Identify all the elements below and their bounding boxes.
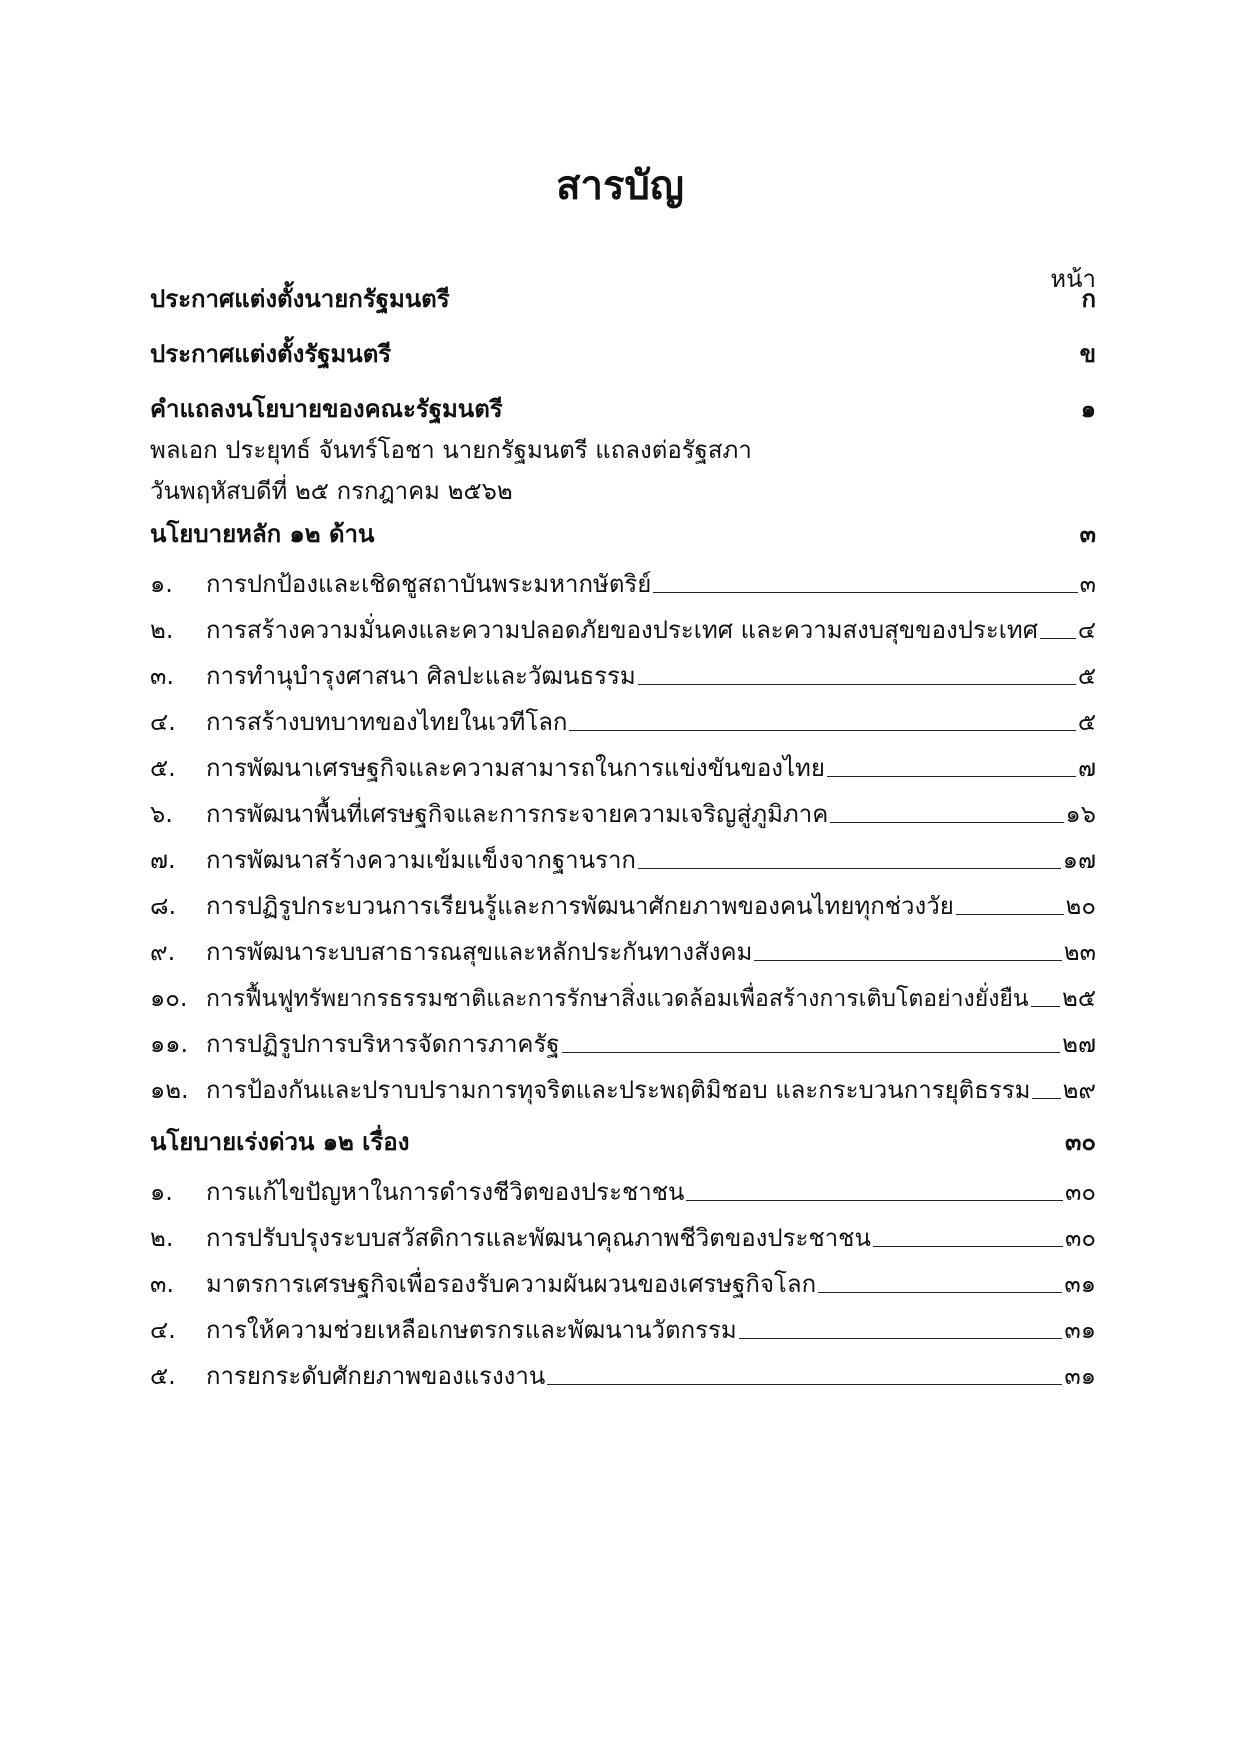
toc-item-page: ๓๐ xyxy=(1064,1224,1096,1252)
leader-line xyxy=(873,1218,1063,1247)
toc-item-label: การพัฒนาสร้างความเข้มแข็งจากฐานราก xyxy=(206,846,636,874)
toc-item-label: การทำนุบำรุงศาสนา ศิลปะและวัฒนธรรม xyxy=(206,662,636,690)
toc-entry-page: ๑ xyxy=(1080,395,1096,423)
toc-item xyxy=(150,1218,1096,1258)
toc-item-number: ๒. xyxy=(150,616,174,644)
leader-line xyxy=(956,886,1064,915)
toc-item-number: ๕. xyxy=(150,754,176,782)
toc-item-number: ๑๑. xyxy=(150,1030,189,1058)
toc-item-page: ๒๓ xyxy=(1063,938,1096,966)
toc-item-number: ๘. xyxy=(150,892,177,920)
toc-item-label: การสร้างบทบาทของไทยในเวทีโลก xyxy=(206,708,568,736)
leader-line xyxy=(686,1172,1063,1201)
toc-entry-label: คำแถลงนโยบายของคณะรัฐมนตรี xyxy=(150,395,503,423)
toc-item-page: ๑๗ xyxy=(1062,846,1096,874)
toc-entry-appointment-ministers xyxy=(150,334,1096,374)
leader-line xyxy=(653,564,1077,593)
toc-item-page: ๓๑ xyxy=(1064,1270,1096,1298)
toc-item-label: มาตรการเศรษฐกิจเพื่อรองรับความผันผวนของเศรษฐกิจโลก xyxy=(206,1270,817,1298)
toc-entry-label: ประกาศแต่งตั้งนายกรัฐมนตรี xyxy=(150,285,450,313)
toc-item xyxy=(150,840,1096,880)
toc-item-number: ๖. xyxy=(150,800,173,828)
leader-line xyxy=(1031,978,1060,1007)
toc-item-number: ๑. xyxy=(150,570,173,598)
leader-line xyxy=(830,794,1063,823)
toc-entry-label: ประกาศแต่งตั้งรัฐมนตรี xyxy=(150,340,392,368)
statement-line xyxy=(150,430,1096,470)
leader-line xyxy=(569,702,1075,731)
section-heading-label: นโยบายเร่งด่วน ๑๒ เรื่อง xyxy=(150,1128,410,1156)
statement-line-text: วันพฤหัสบดีที่ ๒๕ กรกฎาคม ๒๕๖๒ xyxy=(150,477,513,505)
toc-item-page: ๓๑ xyxy=(1064,1362,1096,1390)
toc-item xyxy=(150,610,1096,650)
toc-entry-policy-statement xyxy=(150,389,1096,429)
section-heading-page: ๓ xyxy=(1079,520,1096,548)
toc-item xyxy=(150,564,1096,604)
toc-item-number: ๑๐. xyxy=(150,984,188,1012)
toc-item-page: ๒๗ xyxy=(1062,1030,1096,1058)
toc-entry-page: ข xyxy=(1079,340,1096,368)
leader-line xyxy=(739,1310,1063,1339)
toc-item-label: การแก้ไขปัญหาในการดำรงชีวิตของประชาชน xyxy=(206,1178,685,1206)
toc-entry-page: ก xyxy=(1081,285,1096,313)
toc-item xyxy=(150,794,1096,834)
toc-item-page: ๒๕ xyxy=(1062,984,1096,1012)
toc-item xyxy=(150,748,1096,788)
toc-item-label: การปกป้องและเชิดชูสถาบันพระมหากษัตริย์ xyxy=(206,570,652,598)
toc-item-page: ๓ xyxy=(1079,570,1096,598)
toc-item xyxy=(150,886,1096,926)
toc-item xyxy=(150,1024,1096,1064)
toc-item xyxy=(150,656,1096,696)
toc-item xyxy=(150,1264,1096,1304)
toc-item-label: การยกระดับศักยภาพของแรงงาน xyxy=(206,1362,546,1390)
toc-item xyxy=(150,1172,1096,1212)
toc-item-label: การสร้างความมั่นคงและความปลอดภัยของประเทศ และความสงบสุขของประเทศ xyxy=(206,616,1038,644)
leader-line xyxy=(818,1264,1062,1293)
toc-item-label: การฟื้นฟูทรัพยากรธรรมชาติและการรักษาสิ่งแวดล้อมเพื่อสร้างการเติบโตอย่างยั่งยืน xyxy=(206,986,1029,1012)
toc-item-label: การปฏิรูปกระบวนการเรียนรู้และการพัฒนาศักยภาพของคนไทยทุกช่วงวัย xyxy=(206,892,954,920)
section-heading-urgent-policies xyxy=(150,1122,1096,1162)
toc-item-label: การพัฒนาพื้นที่เศรษฐกิจและการกระจายความเจริญสู่ภูมิภาค xyxy=(206,800,829,828)
leader-line xyxy=(1032,1070,1060,1099)
toc-item-number: ๒. xyxy=(150,1224,174,1252)
toc-item xyxy=(150,1310,1096,1350)
toc-item-number: ๔. xyxy=(150,708,176,736)
toc-item xyxy=(150,702,1096,742)
toc-item-label: การพัฒนาระบบสาธารณสุขและหลักประกันทางสังคม xyxy=(206,938,753,966)
toc-item-label: การปฏิรูปการบริหารจัดการภาครัฐ xyxy=(206,1030,560,1058)
toc-item-page: ๓๑ xyxy=(1064,1316,1096,1344)
section-heading-label: นโยบายหลัก ๑๒ ด้าน xyxy=(150,520,375,548)
toc-item xyxy=(150,1070,1096,1110)
toc-item-number: ๕. xyxy=(150,1362,176,1390)
page-column-label: หน้า xyxy=(1050,265,1096,293)
toc-item xyxy=(150,932,1096,972)
toc-item-page: ๓๐ xyxy=(1064,1178,1096,1206)
toc-item-label: การป้องกันและปราบปรามการทุจริตและประพฤติมิชอบ และกระบวนการยุติธรรม xyxy=(206,1076,1031,1104)
toc-item xyxy=(150,978,1096,1018)
leader-line xyxy=(547,1356,1062,1385)
page-title: สารบัญ xyxy=(556,163,684,209)
toc-item-page: ๒๙ xyxy=(1062,1076,1096,1104)
toc-item-page: ๗ xyxy=(1077,754,1096,782)
leader-line xyxy=(827,748,1076,777)
toc-item xyxy=(150,1356,1096,1396)
statement-line-text: พลเอก ประยุทธ์ จันทร์โอชา นายกรัฐมนตรี แถลงต่อรัฐสภา xyxy=(150,436,752,464)
toc-item-number: ๑๒. xyxy=(150,1076,189,1104)
leader-line xyxy=(754,932,1061,961)
leader-line xyxy=(638,656,1076,685)
toc-item-label: การปรับปรุงระบบสวัสดิการและพัฒนาคุณภาพชีวิตของประชาชน xyxy=(206,1224,871,1252)
leader-line xyxy=(638,840,1061,869)
toc-item-label: การพัฒนาเศรษฐกิจและความสามารถในการแข่งขันของไทย xyxy=(206,754,825,782)
toc-item-page: ๕ xyxy=(1077,662,1096,690)
toc-item-number: ๓. xyxy=(150,662,175,690)
leader-line xyxy=(562,1024,1061,1053)
toc-item-page: ๕ xyxy=(1077,708,1096,736)
toc-entry-appointment-pm xyxy=(150,279,1096,319)
section-heading-main-policies xyxy=(150,514,1096,554)
leader-line xyxy=(1040,610,1076,639)
toc-item-number: ๓. xyxy=(150,1270,175,1298)
toc-item-number: ๙. xyxy=(150,938,176,966)
toc-item-page: ๒๐ xyxy=(1065,892,1096,920)
toc-item-label: การให้ความช่วยเหลือเกษตรกรและพัฒนานวัตกรรม xyxy=(206,1316,737,1344)
toc-item-page: ๔ xyxy=(1077,616,1096,644)
toc-item-page: ๑๖ xyxy=(1065,800,1096,828)
toc-item-number: ๑. xyxy=(150,1178,173,1206)
section-heading-page: ๓๐ xyxy=(1064,1128,1096,1156)
toc-item-number: ๔. xyxy=(150,1316,176,1344)
statement-line xyxy=(150,471,1096,511)
toc-item-number: ๗. xyxy=(150,846,176,874)
